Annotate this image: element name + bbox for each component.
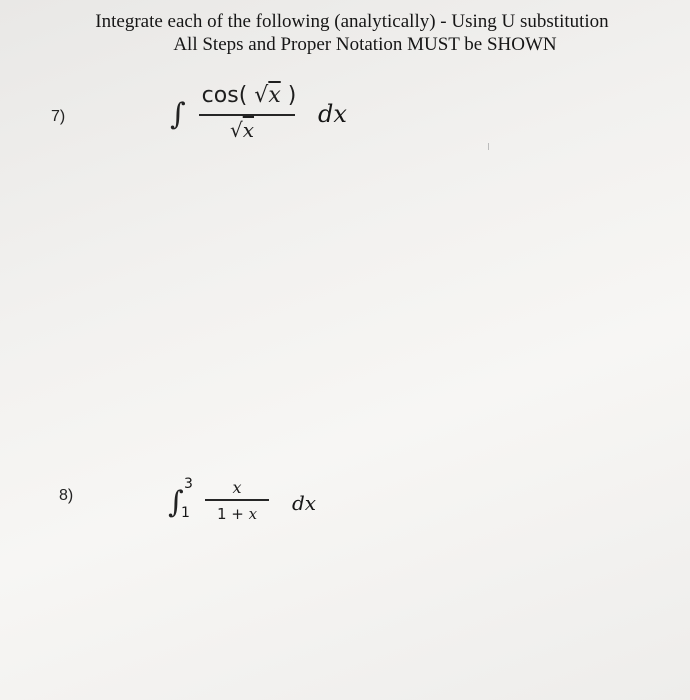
problem-8-fraction-bar [205, 499, 269, 501]
instructions-header [0, 10, 690, 56]
problem-7-numerator-radical: √ [254, 83, 269, 108]
problem-7-differential: dx [318, 100, 347, 128]
stray-pencil-mark [488, 143, 489, 150]
problem-7-denominator-radical: √ [229, 118, 243, 142]
problem-8-denominator-constant: 1 + [216, 505, 249, 523]
problem-8-differential: dx [292, 491, 317, 515]
instructions-line-2: All Steps and Proper Notation MUST be SHOWN [173, 34, 557, 55]
problem-7-fraction-bar [199, 114, 295, 116]
problem-8-denominator-variable: x [248, 505, 258, 523]
problem-7-number: 7) [51, 108, 66, 125]
problem-7-numerator-variable: x [268, 83, 281, 108]
problem-7-numerator-cos: cos( [201, 83, 248, 108]
problem-8-upper-limit: 3 [184, 476, 193, 492]
problem-7-denominator-variable: x [242, 118, 255, 142]
problem-7-numerator-close: ) [287, 83, 297, 108]
problem-8-lower-limit: 1 [181, 505, 190, 521]
problem-8-number: 8) [59, 487, 74, 504]
problem-7-denominator [214, 118, 270, 142]
problem-8-denominator [202, 505, 272, 523]
problem-7-integral-sign: ∫ [170, 97, 186, 132]
problem-8-numerator: x [232, 478, 242, 497]
instructions-line-1: Integrate each of the following (analytically) - Using U substitution [95, 11, 609, 32]
problem-7-numerator [198, 83, 300, 108]
problem-8-integral-sign: ∫ [168, 485, 184, 520]
